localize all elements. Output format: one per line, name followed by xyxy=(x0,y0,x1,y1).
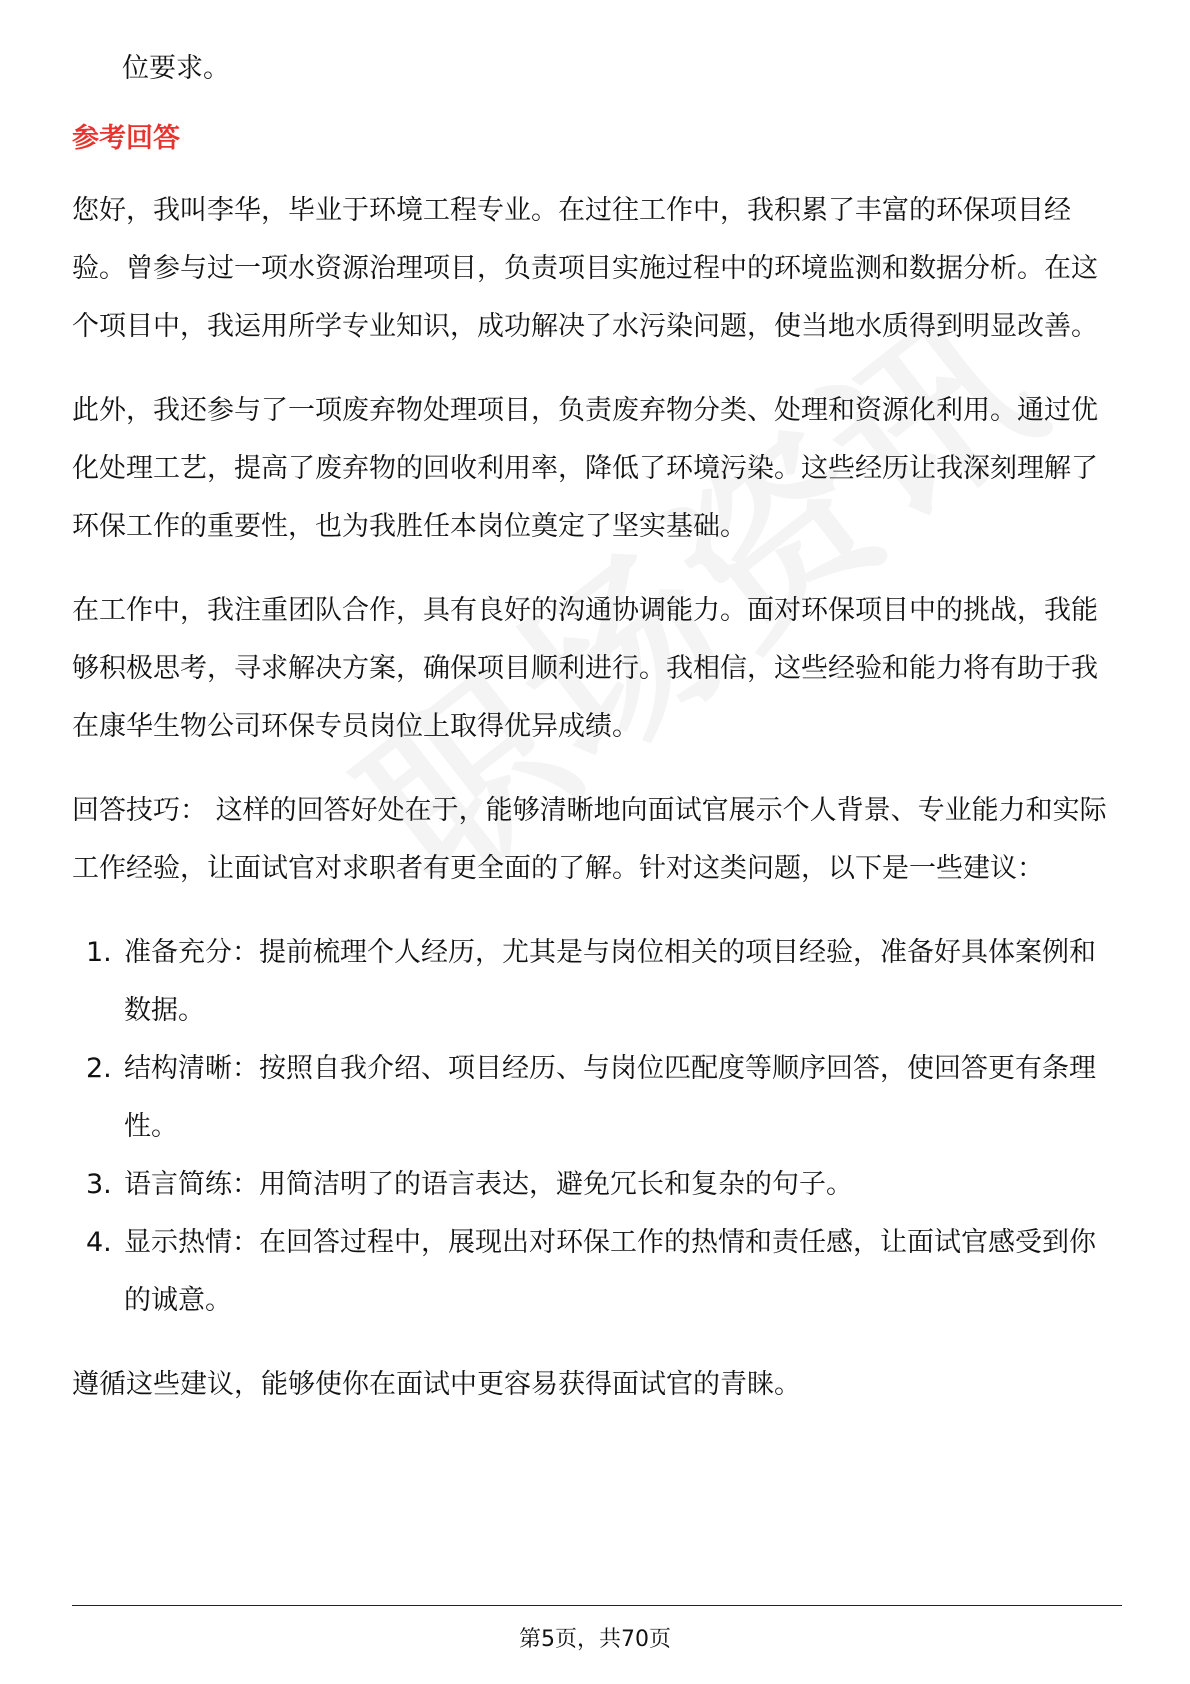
section-heading: 参考回答 xyxy=(72,123,180,154)
list-item xyxy=(72,1156,1122,1214)
list-item xyxy=(72,1040,1122,1156)
list-number: 4. xyxy=(86,1227,112,1258)
tips-list xyxy=(72,924,1122,1330)
footer-divider xyxy=(72,1605,1122,1606)
list-item xyxy=(72,1214,1122,1330)
list-item-text: 准备充分：提前梳理个人经历，尤其是与岗位相关的项目经验，准备好具体案例和数据。 xyxy=(124,937,1096,1026)
answer-paragraph-3: 在工作中，我注重团队合作，具有良好的沟通协调能力。面对环保项目中的挑战，我能够积极思考，寻求解决方案，确保项目顺利进行。我相信，这些经验和能力将有助于我在康华生物公司环保专员岗位上取得优异成绩。 xyxy=(72,595,1098,742)
list-number: 1. xyxy=(86,937,112,968)
continuation-text: 位要求。 xyxy=(122,53,230,84)
list-item xyxy=(72,924,1122,1040)
list-item-text: 显示热情：在回答过程中，展现出对环保工作的热情和责任感，让面试官感受到你的诚意。 xyxy=(124,1227,1096,1316)
list-number: 2. xyxy=(86,1053,112,1084)
page-content xyxy=(72,40,1122,1414)
list-item-text: 结构清晰：按照自我介绍、项目经历、与岗位匹配度等顺序回答，使回答更有条理性。 xyxy=(124,1053,1096,1142)
list-number: 3. xyxy=(86,1169,112,1200)
answer-paragraph-1: 您好，我叫李华，毕业于环境工程专业。在过往工作中，我积累了丰富的环保项目经验。曾参与过一项水资源治理项目，负责项目实施过程中的环境监测和数据分析。在这个项目中，我运用所学专业知识，成功解决了水污染问题，使当地水质得到明显改善。 xyxy=(72,195,1098,342)
list-item-text: 语言简练：用简洁明了的语言表达，避免冗长和复杂的句子。 xyxy=(124,1169,853,1200)
tips-intro-paragraph: 回答技巧： 这样的回答好处在于，能够清晰地向面试官展示个人背景、专业能力和实际工作经验，让面试官对求职者有更全面的了解。针对这类问题，以下是一些建议： xyxy=(72,795,1107,884)
closing-paragraph: 遵循这些建议，能够使你在面试中更容易获得面试官的青睐。 xyxy=(72,1369,801,1400)
page-number: 第5页，共70页 xyxy=(519,1627,671,1652)
answer-paragraph-2: 此外，我还参与了一项废弃物处理项目，负责废弃物分类、处理和资源化利用。通过优化处理工艺，提高了废弃物的回收利用率，降低了环境污染。这些经历让我深刻理解了环保工作的重要性，也为我胜任本岗位奠定了坚实基础。 xyxy=(72,395,1098,542)
